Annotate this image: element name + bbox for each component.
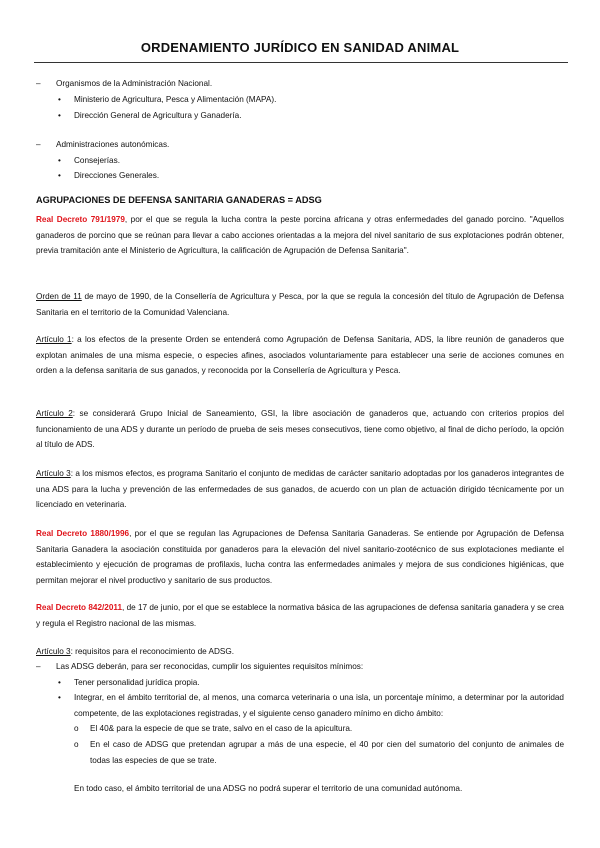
dash-mark: –	[36, 79, 41, 88]
requisitos-label: Las ADSG deberán, para ser reconocidas, cumplir los siguientes requisitos mínimos:	[56, 662, 364, 671]
articulo-1-ref: Artículo 1	[36, 335, 72, 344]
rd-1880-1996-text: , por el que se regulan las Agrupaciones de Defensa Sanitaria Ganaderas. Se entiende por Agrupación de Defensa Sanitaria Ganadera la asociación constituida por ganaderos para la elevación del nivel sanitario-zootécnico de sus explotaciones mediante el establecimiento y ejecución de programas de profilaxis, lucha contra las enfermedades animales y mejora de sus condiciones higiénicas, que permitan mejorar el nivel productivo y sanitario de sus productos.	[36, 529, 564, 585]
list-item	[58, 108, 241, 124]
list-item	[58, 690, 564, 721]
articulo-1-paragraph	[36, 332, 564, 379]
section-heading: AGRUPACIONES DE DEFENSA SANITARIA GANADERAS = ADSG	[36, 195, 322, 205]
rd-791-1979-text: , por el que se regula la lucha contra la peste porcina africana y otras enfermedades del ganado porcino. "Aquellos ganaderos de porcino que se reúnan para llevar a cabo acciones orientadas a la mejora del nivel sanitario de sus explotaciones podrán obtener, previa tramitación ante el Ministerio de Agricultura, la calificación de Agrupación de Defensa Sanitaria".	[36, 215, 565, 255]
orden-ref: Orden de 11	[36, 292, 82, 301]
articulo-3-requisitos	[36, 644, 564, 660]
articulo-3-text: : a los mismos efectos, es programa Sanitario el conjunto de medidas de carácter sanitario adoptadas por los ganaderos integrantes de una ADS para la lucha y prevención de las enfermedades de sus ganados, de acuerdo con un plan de actuación dirigido técnicamente por un licenciado en veterinaria.	[36, 469, 565, 509]
rd-1880-1996-paragraph	[36, 526, 564, 588]
articulo-2-ref: Artículo 2	[36, 409, 73, 418]
page-title: ORDENAMIENTO JURÍDICO EN SANIDAD ANIMAL	[140, 40, 460, 55]
title-underline	[34, 62, 568, 63]
rd-842-2011-ref: Real Decreto 842/2011	[36, 603, 123, 612]
org-nacional-label: Organismos de la Administración Nacional.	[56, 79, 213, 88]
orden-text: de mayo de 1990, de la Consellería de Agricultura y Pesca, por la que se regula la concesión del título de Agrupación de Defensa Sanitaria en el territorio de la Comunidad Valenciana.	[36, 292, 564, 317]
bullet-mark: •	[58, 678, 61, 687]
adm-autonomicas-label: Administraciones autonómicas.	[56, 140, 170, 149]
list-item	[58, 153, 120, 169]
articulo-1-text: : a los efectos de la presente Orden se entenderá como Agrupación de Defensa Sanitaria, ADS, la libre reunión de ganaderos que explotan animales de una misma especie, o especies afines, asociados voluntariamente para establecer una serie de acciones comunes en orden a la defensa sanitaria de sus ganados, y reconocida por la Consellería de Agricultura y Pesca.	[36, 335, 564, 375]
rd-791-1979-ref: Real Decreto 791/1979	[36, 215, 125, 224]
sub-list-item	[74, 737, 564, 768]
rd-842-2011-text: , de 17 de junio, por el que se establece la normativa básica de las agrupaciones de defensa sanitaria ganadera y se crea y regula el Registro nacional de las mismas.	[36, 603, 564, 628]
list-item-text: Dirección General de Agricultura y Ganadería.	[74, 111, 242, 120]
list-item	[58, 168, 159, 184]
list-item-text: Tener personalidad jurídica propia.	[74, 678, 200, 687]
orden-paragraph	[36, 289, 564, 320]
articulo-3-ref: Artículo 3	[36, 469, 71, 478]
rd-791-1979-paragraph	[36, 212, 564, 259]
list-item-text: Consejerías.	[74, 156, 120, 165]
bullet-mark: •	[58, 111, 61, 120]
closing-paragraph: En todo caso, el ámbito territorial de una ADSG no podrá superar el territorio de una comunidad autónoma.	[74, 784, 463, 793]
list-item-text: Ministerio de Agricultura, Pesca y Alimentación (MAPA).	[74, 95, 277, 104]
sub-list-item	[74, 721, 564, 737]
adm-autonomicas-item	[36, 137, 169, 153]
requisitos-item	[36, 659, 363, 675]
bullet-mark: •	[58, 95, 61, 104]
articulo-3b-ref: Artículo 3	[36, 647, 71, 656]
sub-list-item-text: El 40& para la especie de que se trate, salvo en el caso de la apicultura.	[90, 724, 353, 733]
list-item	[58, 675, 564, 691]
articulo-2-paragraph	[36, 406, 564, 453]
sub-bullet-mark: o	[74, 724, 79, 733]
articulo-2-text: : se considerará Grupo Inicial de Saneamiento, GSI, la libre asociación de ganaderos que, actuando con criterios propios del funcionamiento de una ADS y durante un período de prueba de seis meses consecutivos, tiene como objetivo, al final de dicho período, la opción al título de ADS.	[36, 409, 564, 449]
dash-mark: –	[36, 662, 41, 671]
sub-list-item-text: En el caso de ADSG que pretendan agrupar a más de una especie, el 40 por cien del sumatorio del conjunto de animales de todas las especies de que se trate.	[90, 740, 564, 765]
bullet-mark: •	[58, 171, 61, 180]
org-nacional-item	[36, 76, 212, 92]
articulo-3-paragraph	[36, 466, 564, 513]
list-item-text: Integrar, en el ámbito territorial de, al menos, una comarca veterinaria o una isla, un porcentaje mínimo, a determinar por la autoridad competente, de las explotaciones registradas, y el siguiente censo ganadero mínimo en dicho ámbito:	[74, 693, 564, 718]
dash-mark: –	[36, 140, 41, 149]
rd-1880-1996-ref: Real Decreto 1880/1996	[36, 529, 130, 538]
bullet-mark: •	[58, 693, 61, 702]
list-item	[58, 92, 276, 108]
rd-842-2011-paragraph	[36, 600, 564, 631]
list-item-text: Direcciones Generales.	[74, 171, 160, 180]
bullet-mark: •	[58, 156, 61, 165]
articulo-3b-text: : requisitos para el reconocimiento de ADSG.	[70, 647, 234, 656]
sub-bullet-mark: o	[74, 740, 79, 749]
